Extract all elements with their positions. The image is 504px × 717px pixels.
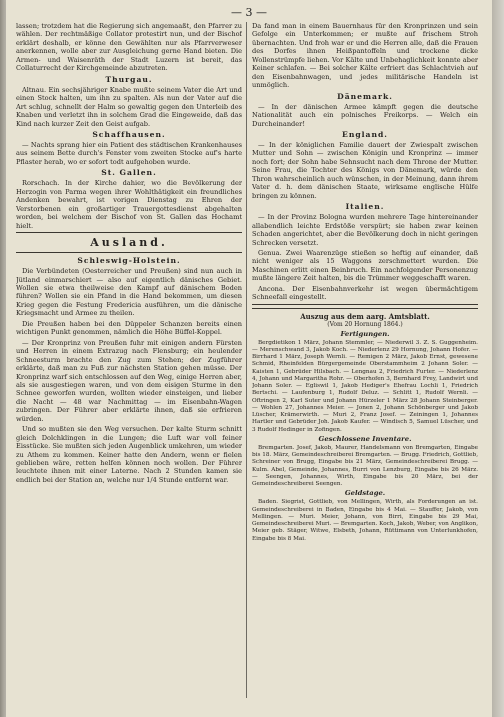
section-rule <box>16 232 242 233</box>
article-schaffhausen: — Nachts sprang hier ein Patient des städtischen Krankenhauses aus seinem Bette durch's Fenster vom zweiten Stocke auf's harte Pflaster herab, wo er sofort todt aufgehoben wurde. <box>16 140 242 166</box>
heading-st-gallen: St. Gallen. <box>101 168 157 178</box>
heading-geldstage: Geldstage. <box>344 489 386 498</box>
heading-amtsblatt: Auszug aus dem aarg. Amtsblatt. <box>300 311 430 321</box>
heading-inventare: Geschlossene Inventare. <box>318 434 412 443</box>
page-edge <box>492 0 504 717</box>
article-italien: — In der Provinz Bologna wurden mehrere Tage hintereinander allabendlich leichte Erdstöße verspürt; sie haben zwar keinen Schaden angerichtet, aber die Bevölkerung doch in nicht geringen Schrecken versetzt. <box>252 213 478 247</box>
list-geldstage: Baden. Siegrist, Gottlieb, von Mellingen, Wirth, als Forderungen an ist. Gemeindeschreiberei in Baden, Eingabe bis 4 Mai. — Stauffer, Jakob, von Mellingen. — Muri. Meier, Johann, von Birri, Eingabe bis 29 Mai, Gemeindeschreiberei Muri. — Bremgarten. Koch, Jakob, Weber, von Anglikon, Meier geb. Stäger, Witwe, Elsbeth, Johann, Rüttimann von Unterlunkhofen, Eingabe bis 8 Mai. <box>252 499 478 542</box>
article-kronprinz-continued: Da fand man in einem Bauernhaus für den Kronprinzen und sein Gefolge ein Unterkommen; er mußte auf frischem Stroh übernachten. Und froh war er und die Herren alle, daß die Frauen des Dorfes ihnen Heißpantoffeln und trockene dicke Wollenstrümpfe liehen. Vor Kälte und Unbehaglichkeit konnte aber Keiner schlafen. — Bei solcher Kälte erfriert das Schlachtvieh auf den Eisenbahnwagen, und jedes militärische Handeln ist unmöglich. <box>252 22 478 90</box>
heading-daenemark: Dänemark. <box>337 91 393 101</box>
article-ancona: Ancona. Der Eisenbahnverkehr ist wegen übermächtigem Schneefall eingestellt. <box>252 284 478 302</box>
article-schleswig-holstein-3: — Der Kronprinz von Preußen fuhr mit einigen andern Fürsten und Herren in einem Extrazug nach Flensburg; ein heulender Schneesturm brachte den Zug zum Stehen; der Zugführer erklärte, daß man zu Fuß zur nächsten Station gehen müsse. Der Kronprinz warf sich entschlossen auf den Weg, einige Herren aber, als sie ausgestiegen waren, und von dem eisigen Sturme in den Schnee geworfen wurden, wollten wieder einsteigen, und lieber die Nacht — 48 war Nachmittag — im Eisenbahn-Wagen zubringen. Der Führer aber erklärte ihnen, daß sie erfrieren würden. <box>16 338 242 423</box>
section-rule <box>252 304 478 309</box>
heading-ausland: Ausland. <box>90 236 168 250</box>
article-genua: Genua. Zwei Waarenzüge stießen so heftig auf einander, daß nicht weniger als 15 Waggons zerschmettert wurden. Die Maschinen erlitt einen Beinbruch. Ein nachfolgender Personenzug mußte längere Zeit halten, bis die Trümmer weggeschafft waren. <box>252 248 478 283</box>
heading-fertigungen: Fertigungen. <box>340 329 390 338</box>
article-luzern-continued: lassen; trotzdem hat die Regierung sich angemaaßt, den Pfarrer zu wählen. Der rechtmäßige Collator protestirt nun, und der Bischof erklärt deshalb, er könne den Gewählten nur als Pfarrverweser anerkennen, wolle aber zur Ausgleichung gerne Hand bieten. Die Armen- und Waisenräth der Stadt Luzern ist bereit, das Collaturrecht der Kirchgemeinde abzutreten. <box>16 22 242 73</box>
heading-schleswig-holstein: Schleswig-Holstein. <box>77 256 181 266</box>
amtsblatt-date: (Vom 20 Hornung 1864.) <box>327 320 403 328</box>
heading-schaffhausen: Schaffhausen. <box>92 129 166 139</box>
heading-england: England. <box>342 129 388 139</box>
section-rule <box>16 252 242 253</box>
article-thurgau: Altnau. Ein sechsjähriger Knabe mußte seinem Vater die Art und einen Stock halten, um ihn zu spalten. Als nun der Vater auf die Art schlug, schnellt der Halm so gewaltig gegen den Unterleib des Knaben und verletzt ihn in solchem Grad die Eingeweide, daß das Kind nach kurzer Zeit den Geist aufgab. <box>16 85 242 128</box>
list-fertigungen: Bergdietikon 1 März, Johann Stemmler, — Niederwil 3. Z. S. Guggenheim. — Merenschwand 3, Jakob Koch. — Niederlenz 29 Hornung, Johann Hofer. — Birrhard 1 März, Joseph Wernli. — Remigen 2 März, Jakob Ernst, gewesene Schmid, Rheinfelden Bürgergemeinde Oberstammheim 2 Johann Soler. — Kaisten 1, Gebrüder Hilsbach. — Lengnau 2, Friedrich Furter. — Niederlenz 4, Johann und Margaritha Rohr. — Oberhofen 3, Bernhard Frey, Landwirt und Johann Soler. — Egliswil 1, Jakob Hediger's Ehefrau Lochli 1, Friedrich Bertschi. — Laufenburg 1, Rudolf Deluz. — Schlitt 1, Rudolf Wernli. — Oftringen 2, Karl Suter und Johann Hürzeler 1 März 28 Johann Steinberger. — Wohlen 27, Johannes Meier. — Jonen 2, Johann Schönberger und Jakob Lüscher, Krämerwirth. — Muri 2, Franz Josef. — Zeiningen 1, Johannes Hartler und Gebrüder Joh. Jakob Kaufer. — Windisch 5, Samuel Lüscher, und 3 Rudolf Hedinger in Zofingen. <box>252 339 478 433</box>
newspaper-page <box>6 0 492 717</box>
article-schleswig-holstein-1: Die Verbündeten (Oesterreicher und Preußen) sind nun auch in Jütland einmarschiert — also auf eigentlich dänisches Gebiet. Wollen sie etwa theilweise den Kampf auf dänischem Boden führen? Wollen sie ein Pfand in die Hand bekommen, um diesen Krieg gegen die Festung Fredericia ausführen, um die dänische Kriegsmacht und Armee zu theilen. <box>16 267 242 318</box>
left-column <box>16 22 242 712</box>
page-number: — 3 — <box>231 6 267 19</box>
column-divider <box>246 22 247 698</box>
article-st-gallen: Rorschach. In der Kirche dahier, wo die Bevölkerung der Herzogin von Parma wegen ihrer Wohlthätigkeit ein freundliches Andenken bewahrt, ist vorigen Dienstag zu Ehren der Verstorbenen ein großartiger Trauergottesdienst abgehalten worden, bei welchem der Bischof von St. Gallen das Hochamt hielt. <box>16 179 242 230</box>
list-inventare: Bremgarten. Josef, Jakob, Maurer, Handelsmann von Bremgarten, Eingabe bis 18. März, Gemeindeschreiberei Bremgarten. — Brugg. Friedrich, Gottlieb, Schreiner von Brugg, Eingabe bis 21 März, Gemeindeschreiberei Brugg. — Kulm. Abel, Gemeinde, Johannes, Burri von Lenzburg, Eingabe bis 26 März. — Seengen, Johannes, Wirth, Eingabe bis 20 März, bei der Gemeindeschreiberei Seengen. <box>252 444 478 488</box>
article-daenemark: — In der dänischen Armee kämpft gegen die deutsche Nationalität auch ein polnisches Freikorps. — Welch ein Durcheinander! <box>252 102 478 128</box>
right-column <box>252 22 478 712</box>
article-schleswig-holstein-4: Und so mußten sie den Weg versuchen. Der kalte Sturm schnitt gleich Dolchklingen in die Lungen; die Luft war voll feiner Eisstücke. Sie mußten sich jeden Augenblick umkehren, um wieder zu Athem zu kommen. Keiner hatte den Andern, wenn er fielen geblieben wäre, retten helfen können noch wollen. Der Führer leuchtete ihnen mit einer Laterne. Nach 2 Stunden kamen sie endlich bei der Station an, welche nur 1/4 Stunde entfernt war. <box>16 425 242 484</box>
article-england: — In der königlichen Familie dauert der Zwiespalt zwischen Mutter und Sohn — zwischen Königin und Kronprinz — immer noch fort; der Sohn habe Sehnsucht nach dem Throne der Mutter. Seine Frau, die Tochter des Königs von Dänemark, würde den Thron wahrscheinlich auch wünschen, in der Meinung, dann ihrem Vater d. h. dem dänischen Staate, wirksame englische Hülfe bringen zu können. <box>252 140 478 200</box>
heading-italien: Italien. <box>345 202 385 212</box>
article-schleswig-holstein-2: Die Preußen haben bei den Düppeler Schanzen bereits einen wichtigen Punkt genommen, nämlich die Höhe Büffel-Koppel. <box>16 319 242 337</box>
heading-thurgau: Thurgau. <box>105 74 153 84</box>
